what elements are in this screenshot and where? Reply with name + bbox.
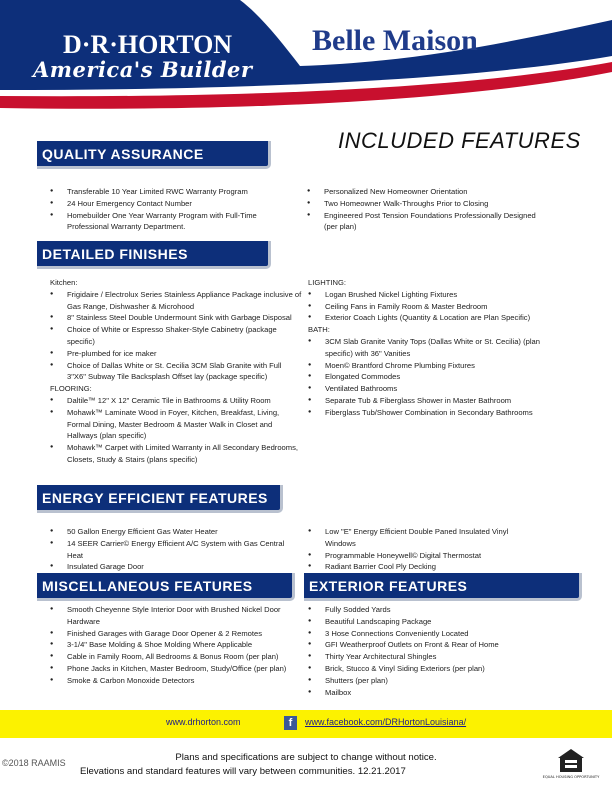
list-item: ● Logan Brushed Nickel Lighting Fixtures	[308, 289, 558, 301]
header	[0, 0, 612, 112]
lighting-label: LIGHTING:	[308, 278, 346, 287]
list-item: ● Daltile™ 12" X 12" Ceramic Tile in Bathrooms & Utility Room	[50, 395, 302, 407]
list-item: ● Cable in Family Room, All Bedrooms & Bonus Room (per plan)	[50, 651, 294, 663]
list-item: ● GFI Weatherproof Outlets on Front & Rear of Home	[308, 639, 560, 651]
list-item: ● Mohawk™ Laminate Wood in Foyer, Kitchen, Breakfast, Living, Formal Dining, Master Bedroom & Master Walk in Closet and Hallways (plan specific)	[50, 407, 302, 442]
list-item: ● Smooth Cheyenne Style Interior Door with Brushed Nickel Door Hardware	[50, 604, 294, 628]
list-item: ● Programmable Honeywell© Digital Thermostat	[308, 550, 540, 562]
list-item: ● Radiant Barrier Cool Ply Decking	[308, 561, 540, 573]
energy-left-list	[50, 526, 302, 573]
energy-right-list	[308, 526, 540, 573]
kitchen-label: Kitchen:	[50, 278, 78, 287]
quality-assurance-bar	[37, 141, 271, 169]
community-name: Belle Maison	[312, 24, 478, 57]
miscellaneous-bar	[37, 573, 295, 601]
section-title: MISCELLANEOUS FEATURES	[42, 578, 253, 594]
list-item: ● Homebuilder One Year Warranty Program with Full-Time Professional Warranty Department.	[50, 210, 282, 234]
list-item: ● Exterior Coach Lights (Quantity & Location are Plan Specific)	[308, 312, 558, 324]
list-item: ● Ventilated Bathrooms	[308, 383, 558, 395]
quality-right-list	[307, 186, 539, 233]
list-item: ● 50 Gallon Energy Efficient Gas Water Heater	[50, 526, 302, 538]
list-item: ● Brick, Stucco & Vinyl Siding Exteriors (per plan)	[308, 663, 560, 675]
copyright: ©2018 RAAMIS	[2, 758, 66, 768]
energy-efficient-bar	[37, 485, 283, 513]
logo-tagline: America's Builder	[33, 57, 253, 82]
finishes-left-column	[50, 277, 302, 466]
list-item: ● Beautiful Landscaping Package	[308, 616, 560, 628]
list-item: ● 3CM Slab Granite Vanity Tops (Dallas White or St. Cecilia) (plan specific) with 36" Vanities	[308, 336, 558, 360]
included-features-heading: INCLUDED FEATURES	[338, 128, 581, 153]
exterior-bar	[304, 573, 582, 601]
list-item: ● Moen© Brantford Chrome Plumbing Fixtures	[308, 360, 558, 372]
list-item: ● Shutters (per plan)	[308, 675, 560, 687]
website-link[interactable]: www.drhorton.com	[166, 717, 241, 727]
list-item: ● Insulated Garage Door	[50, 561, 302, 573]
section-title: DETAILED FINISHES	[42, 246, 188, 262]
equal-housing-icon	[542, 746, 600, 786]
notice-line-1: Plans and specifications are subject to change without notice.	[175, 752, 437, 763]
finishes-right-column	[308, 277, 558, 419]
list-item: ● Ceiling Fans in Family Room & Master Bedroom	[308, 301, 558, 313]
list-item: ● Low "E" Energy Efficient Double Paned Insulated Vinyl Windows	[308, 526, 540, 550]
list-item: ● Mailbox	[308, 687, 560, 699]
list-item: ● Fiberglass Tub/Shower Combination in Secondary Bathrooms	[308, 407, 558, 419]
bath-label: BATH:	[308, 325, 330, 335]
list-item: ● 3 Hose Connections Conveniently Located	[308, 628, 560, 640]
flooring-label: FLOORING:	[50, 384, 92, 394]
list-item: ● Fully Sodded Yards	[308, 604, 560, 616]
quality-left-list	[50, 186, 282, 233]
exterior-list	[308, 604, 560, 698]
list-item: ● Engineered Post Tension Foundations Professionally Designed (per plan)	[307, 210, 539, 234]
miscellaneous-list	[50, 604, 294, 687]
section-title: QUALITY ASSURANCE	[42, 146, 204, 162]
list-item: ● 24 Hour Emergency Contact Number	[50, 198, 282, 210]
list-item: ● Mohawk™ Carpet with Limited Warranty in All Secondary Bedrooms, Closets, Study & Stairs (plans specific)	[50, 442, 302, 466]
section-title: EXTERIOR FEATURES	[309, 578, 468, 594]
list-item: ● Choice of Dallas White or St. Cecilia 3CM Slab Granite with Full 3"X6" Subway Tile Backsplash Offset lay (package specific)	[50, 360, 302, 384]
list-item: ● Separate Tub & Fiberglass Shower in Master Bathroom	[308, 395, 558, 407]
list-item: ● Thirty Year Architectural Shingles	[308, 651, 560, 663]
list-item: ● Transferable 10 Year Limited RWC Warranty Program	[50, 186, 282, 198]
facebook-link[interactable]: www.facebook.com/DRHortonLouisiana/	[305, 717, 467, 727]
list-item: ● Frigidaire / Electrolux Series Stainless Appliance Package inclusive of Gas Range, Dishwasher & Microhood	[50, 289, 302, 313]
list-item: ● 8" Stainless Steel Double Undermount Sink with Garbage Disposal	[50, 312, 302, 324]
section-title: ENERGY EFFICIENT FEATURES	[42, 490, 268, 506]
list-item: ● Personalized New Homeowner Orientation	[307, 186, 539, 198]
list-item: ● Two Homeowner Walk-Throughs Prior to Closing	[307, 198, 539, 210]
notice-line-2: Elevations and standard features will vary between communities. 12.21.2017	[80, 766, 406, 777]
logo-wordmark: D·R·HORTON	[63, 30, 233, 59]
list-item: ● Choice of White or Espresso Shaker-Style Cabinetry (package specific)	[50, 324, 302, 348]
detailed-finishes-bar	[37, 241, 271, 269]
list-item: ● Smoke & Carbon Monoxide Detectors	[50, 675, 294, 687]
list-item: ● 3-1/4" Base Molding & Shoe Molding Where Applicable	[50, 639, 294, 651]
list-item: ● 14 SEER Carrier© Energy Efficient A/C System with Gas Central Heat	[50, 538, 302, 562]
list-item: ● Pre-plumbed for ice maker	[50, 348, 302, 360]
facebook-icon[interactable]: f	[284, 716, 297, 730]
list-item: ● Finished Garages with Garage Door Opener & 2 Remotes	[50, 628, 294, 640]
list-item: ● Elongated Commodes	[308, 371, 558, 383]
equal-housing-text: EQUAL HOUSING OPPORTUNITY	[542, 775, 600, 779]
list-item: ● Phone Jacks in Kitchen, Master Bedroom, Study/Office (per plan)	[50, 663, 294, 675]
